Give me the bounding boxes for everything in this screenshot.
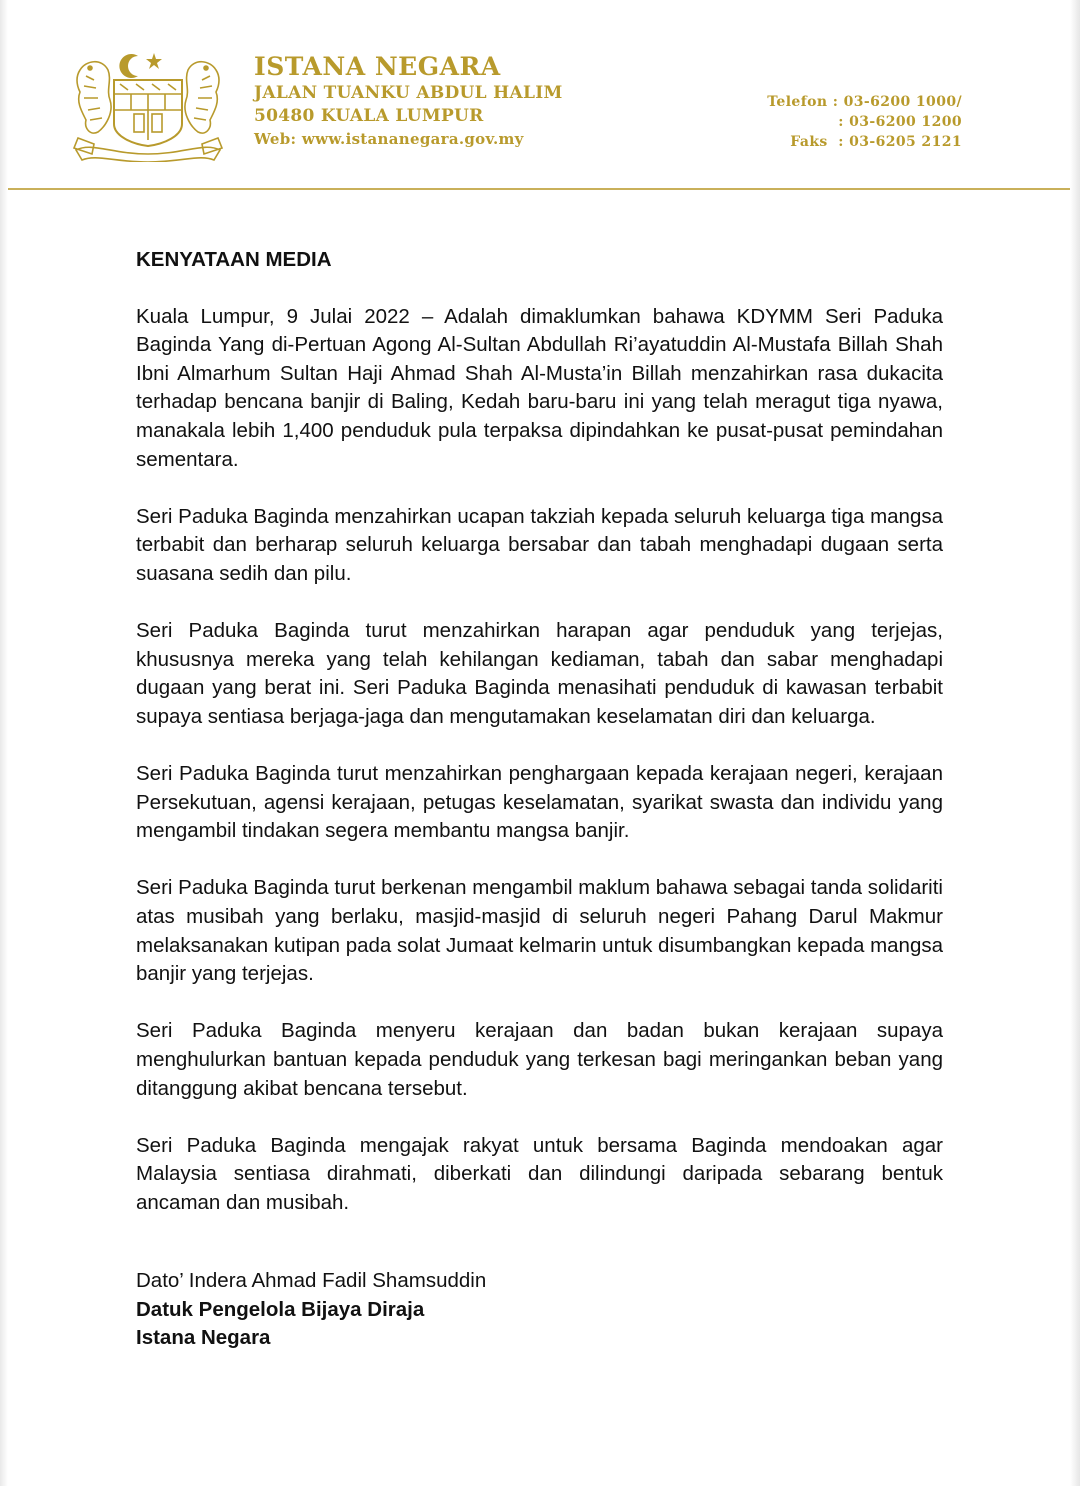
paragraph-1: Kuala Lumpur, 9 Julai 2022 – Adalah dimaklumkan bahawa KDYMM Seri Paduka Baginda Yang di-Pertuan Agong Al-Sultan Abdullah Ri’ayatuddin Al-Mustafa Billah Shah Ibni Almarhum Sultan Haji Ahmad Shah Al-Musta’in Billah menzahirkan rasa dukacita terhadap bencana banjir di Baling, Kedah baru-baru ini yang telah meragut tiga nyawa, manakala lebih 1,400 penduduk pula terpaksa dipindahkan ke pusat-pusat pemindahan sementara. (136, 304, 943, 471)
signatory-name: Dato’ Indera Ahmad Fadil Shamsuddin (136, 1269, 487, 1292)
address-line-2: 50480 KUALA LUMPUR (254, 106, 484, 126)
header-divider (8, 188, 1070, 190)
org-name: ISTANA NEGARA (254, 52, 501, 81)
coat-of-arms-icon (72, 40, 224, 162)
paragraph-5: Seri Paduka Baginda turut berkenan mengambil maklum bahawa sebagai tanda solidariti atas musibah yang berlaku, masjid-masjid di seluruh negeri Pahang Darul Makmur melaksanakan kutipan pada solat Jumaat kelmarin untuk disumbangkan kepada mangsa banjir yang terjejas. (136, 876, 943, 986)
signatory-title: Datuk Pengelola Bijaya Diraja (136, 1297, 425, 1321)
paragraph-3: Seri Paduka Baginda turut menzahirkan harapan agar penduduk yang terjejas, khususnya mereka yang telah kehilangan kediaman, tabah dan sabar menghadapi dugaan yang berat ini. Seri Paduka Baginda menasihati penduduk di kawasan terbabit supaya sentiasa berjaga-jaga dan mengutamakan keselamatan diri dan keluarga. (136, 619, 943, 728)
document-body (136, 246, 943, 1246)
signature-block (136, 1267, 486, 1353)
address-line-1: JALAN TUANKU ABDUL HALIM (254, 83, 563, 103)
paragraph-6: Seri Paduka Baginda menyeru kerajaan dan badan bukan kerajaan supaya menghulurkan bantuan kepada penduduk yang terkesan bagi meringankan beban yang ditanggung akibat bencana tersebut. (136, 1019, 943, 1100)
letterhead-contact (767, 92, 962, 152)
letterhead-organization (254, 52, 563, 150)
telefon-line-2: : 03-6200 1200 (838, 114, 962, 130)
telefon-line-1: Telefon : 03-6200 1000/ (767, 94, 962, 110)
paragraph-2: Seri Paduka Baginda menzahirkan ucapan takziah kepada seluruh keluarga tiga mangsa terbabit dan berharap seluruh keluarga bersabar dan tabah menghadapi dugaan serta suasana sedih dan pilu. (136, 504, 943, 585)
page-edge-left (0, 0, 8, 1486)
paragraph-7: Seri Paduka Baginda mengajak rakyat untuk bersama Baginda mendoakan agar Malaysia sentiasa dirahmati, diberkati dan dilindungi daripada sebarang bentuk ancaman dan musibah. (136, 1133, 943, 1214)
faks-line: Faks : 03-6205 2121 (790, 134, 962, 150)
paragraph-4: Seri Paduka Baginda turut menzahirkan penghargaan kepada kerajaan negeri, kerajaan Persekutuan, agensi kerajaan, petugas keselamatan, syarikat swasta dan individu yang mengambil tindakan segera membantu mangsa banjir. (136, 762, 943, 843)
signatory-organization: Istana Negara (136, 1326, 271, 1350)
web-address: Web: www.istananegara.gov.my (254, 130, 524, 148)
document-heading: KENYATAAN MEDIA (136, 248, 332, 271)
page-edge-right (1070, 0, 1080, 1486)
